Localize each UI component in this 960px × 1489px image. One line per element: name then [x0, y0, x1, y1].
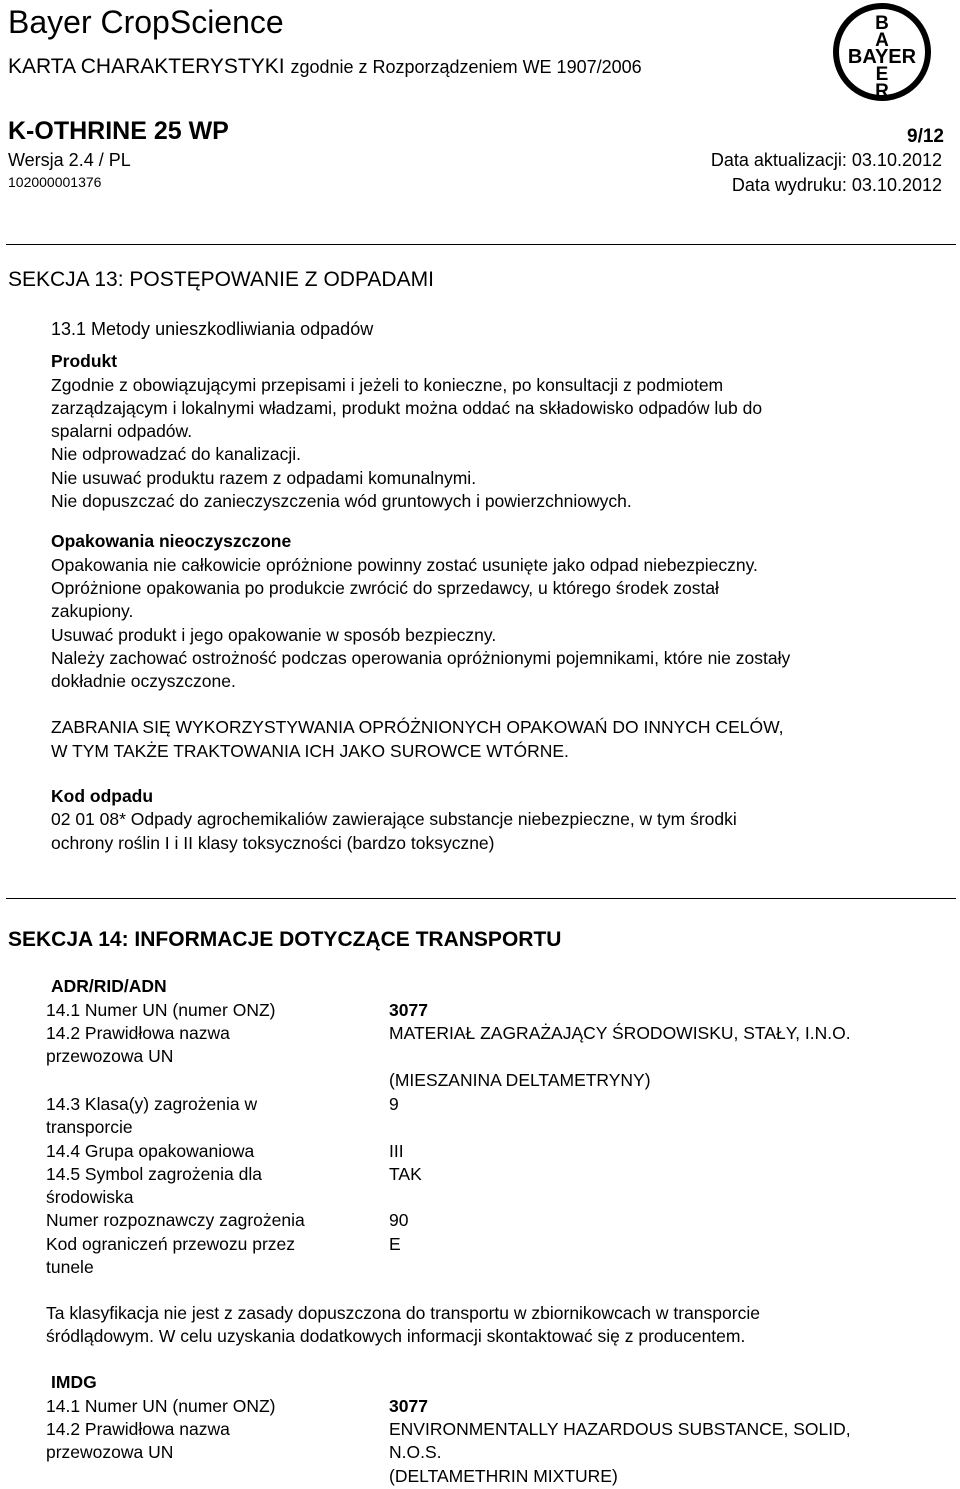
- product-line: Nie usuwać produktu razem z odpadami komunalnymi.: [51, 467, 477, 488]
- product-line: Nie dopuszczać do zanieczyszczenia wód gruntowych i powierzchniowych.: [51, 491, 632, 512]
- adr-note: [46, 1302, 760, 1349]
- bayer-logo: [832, 2, 932, 102]
- adr-row-value: E: [389, 1234, 401, 1254]
- imdg-row-label: 14.1 Numer UN (numer ONZ): [46, 1396, 276, 1416]
- version-info: [8, 150, 131, 171]
- document-type: [8, 55, 642, 79]
- adr-heading: ADR/RID/ADN: [51, 976, 167, 996]
- adr-note-line: śródlądowym. W celu uzyskania dodatkowych informacji skontaktować się z producentem.: [46, 1326, 746, 1347]
- imdg-row-label: [46, 1418, 230, 1465]
- packaging-line: Opróżnione opakowania po produkcie zwrócić do sprzedawcy, u którego środek został: [51, 577, 719, 598]
- product-name: K-OTHRINE 25 WP: [8, 117, 229, 145]
- adr-row-label-line: środowiska: [46, 1187, 134, 1208]
- imdg-row-value: [389, 1418, 851, 1488]
- packaging-line: Należy zachować ostrożność podczas operowania opróżnionymi pojemnikami, które nie zostały: [51, 647, 791, 668]
- packaging-line: Usuwać produkt i jego opakowanie w sposób bezpieczny.: [51, 624, 497, 645]
- logo-letter-r: R: [875, 81, 889, 102]
- adr-row-label: 14.4 Grupa opakowaniowa: [46, 1141, 255, 1161]
- revision-date: Data aktualizacji: 03.10.2012: [710, 150, 942, 170]
- product-line: Zgodnie z obowiązującymi przepisami i jeżeli to konieczne, po konsultacji z podmiotem: [51, 374, 724, 395]
- imdg-row-value-line: (DELTAMETHRIN MIXTURE): [389, 1465, 618, 1486]
- adr-row-label: 14.1 Numer UN (numer ONZ): [46, 1000, 276, 1020]
- packaging-line: Opakowania nie całkowicie opróżnione powinny zostać usunięte jako odpad niebezpieczny.: [51, 554, 758, 575]
- page-number: 9/12: [907, 126, 944, 147]
- section-14-title: SEKCJA 14: INFORMACJE DOTYCZĄCE TRANSPORTU: [8, 928, 562, 951]
- waste-code-heading: Kod odpadu: [51, 786, 154, 807]
- adr-row-label-line: Kod ograniczeń przewozu przez: [46, 1234, 296, 1254]
- adr-row-label: [46, 1093, 257, 1140]
- imdg-row-value-line: ENVIRONMENTALLY HAZARDOUS SUBSTANCE, SOLID,: [389, 1419, 851, 1439]
- waste-code-line: ochrony roślin I i II klasy toksyczności (bardzo toksyczne): [51, 832, 495, 853]
- adr-row-value-line: MATERIAŁ ZAGRAŻAJĄCY ŚRODOWISKU, STAŁY, I.N.O.: [389, 1023, 851, 1043]
- adr-row-label-line: 14.3 Klasa(y) zagrożenia w: [46, 1094, 258, 1114]
- adr-row-label-line: 14.2 Prawidłowa nazwa: [46, 1023, 230, 1043]
- adr-row-value: III: [389, 1141, 404, 1161]
- section-13-title: SEKCJA 13: POSTĘPOWANIE Z ODPADAMI: [8, 268, 434, 291]
- adr-row-label-line: przewozowa UN: [46, 1046, 174, 1067]
- adr-row-value-line: (MIESZANINA DELTAMETRYNY): [389, 1069, 651, 1090]
- imdg-row-label-line: przewozowa UN: [46, 1442, 174, 1463]
- product-heading: Produkt: [51, 351, 118, 372]
- regulation-label: zgodnie z Rozporządzeniem WE 1907/2006: [290, 57, 642, 77]
- subsection-13-1-title: 13.1 Metody unieszkodliwiania odpadów: [51, 319, 374, 339]
- doc-type-label: KARTA CHARAKTERYSTYKI: [8, 55, 285, 78]
- prohibition-line: W TYM TAKŻE TRAKTOWANIA ICH JAKO SUROWCE WTÓRNE.: [51, 740, 569, 761]
- adr-row-label: Numer rozpoznawczy zagrożenia: [46, 1210, 305, 1230]
- logo-letter-a: A: [875, 30, 889, 51]
- imdg-heading: IMDG: [51, 1372, 97, 1392]
- packaging-heading: Opakowania nieoczyszczone: [51, 531, 292, 552]
- prohibition-line: ZABRANIA SIĘ WYKORZYSTYWANIA OPRÓŻNIONYCH OPAKOWAŃ DO INNYCH CELÓW,: [51, 717, 784, 738]
- adr-row-label-line: tunele: [46, 1257, 94, 1278]
- print-date: Data wydruku: 03.10.2012: [731, 175, 942, 195]
- product-line: Nie odprowadzać do kanalizacji.: [51, 444, 301, 465]
- section-13-body: [51, 318, 921, 855]
- document-number: 102000001376: [8, 174, 102, 190]
- adr-note-line: Ta klasyfikacja nie jest z zasady dopuszczona do transportu w zbiornikowcach w transporcie: [46, 1303, 760, 1323]
- logo-word-bayer: BAYER: [847, 46, 917, 68]
- product-line: spalarni odpadów.: [51, 421, 193, 442]
- company-name: Bayer CropScience: [8, 4, 284, 40]
- section-divider: [6, 898, 956, 899]
- language-label: / PL: [98, 150, 131, 170]
- packaging-line: dokładnie oczyszczone.: [51, 671, 236, 692]
- product-line: zarządzającym i lokalnymi władzami, produkt można oddać na składowisko odpadów lub do: [51, 397, 763, 418]
- adr-row-label-line: 14.5 Symbol zagrożenia dla: [46, 1164, 262, 1184]
- imdg-row-label-line: 14.2 Prawidłowa nazwa: [46, 1419, 230, 1439]
- imdg-row-value: 3077: [389, 1396, 428, 1416]
- adr-row-label: [46, 1233, 295, 1280]
- adr-row-label: [46, 1022, 230, 1069]
- adr-row-value-line: [389, 1045, 851, 1068]
- adr-row-value: 3077: [389, 1000, 428, 1020]
- logo-letter-e: E: [875, 64, 889, 85]
- version-label: Wersja 2.4: [8, 150, 94, 170]
- adr-row-value: TAK: [389, 1164, 422, 1184]
- waste-code-line: 02 01 08* Odpady agrochemikaliów zawierające substancje niebezpieczne, w tym środki: [51, 809, 737, 830]
- header-divider: [6, 244, 956, 245]
- logo-letter-b: B: [875, 13, 889, 34]
- adr-row-label-line: transporcie: [46, 1117, 133, 1138]
- adr-row-value: [389, 1022, 851, 1092]
- adr-row-value: 9: [389, 1094, 399, 1114]
- imdg-row-value-line: N.O.S.: [389, 1442, 442, 1463]
- packaging-line: zakupiony.: [51, 601, 134, 622]
- adr-row-label: [46, 1163, 262, 1210]
- adr-row-value: 90: [389, 1210, 409, 1230]
